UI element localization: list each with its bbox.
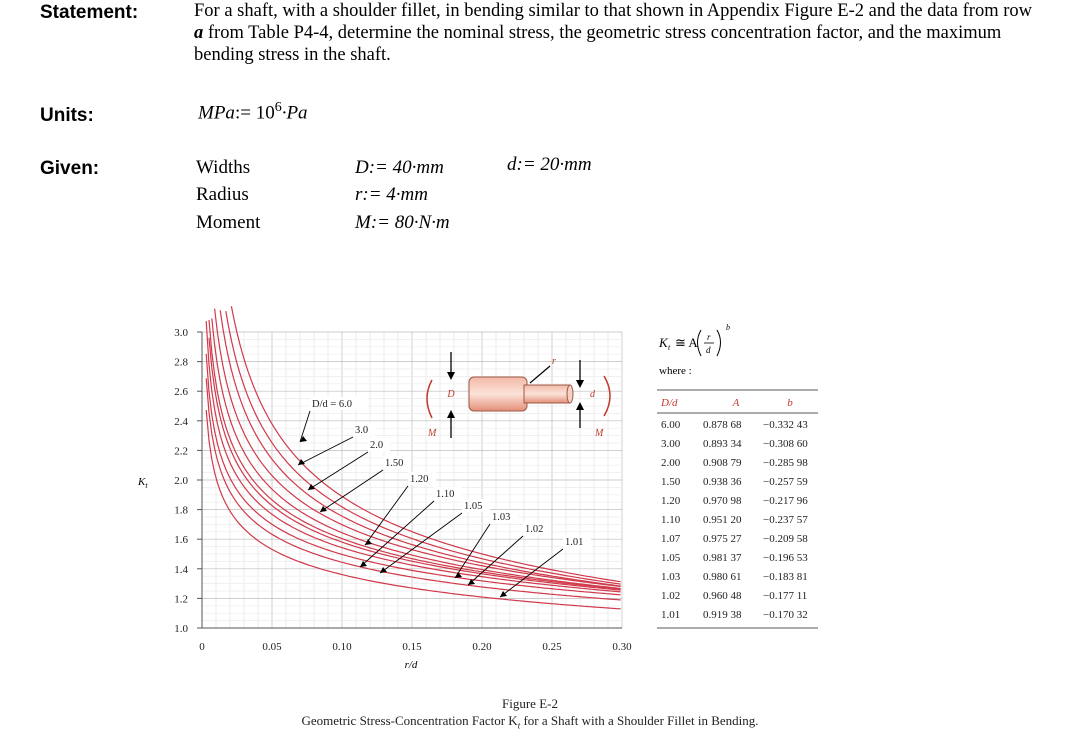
units-unit: ·Pa: [281, 102, 308, 124]
units-assign: :=: [234, 102, 251, 124]
series-label: 1.50: [385, 458, 404, 469]
table-cell: 6.00: [661, 419, 681, 431]
table-cell: −0.237 57: [763, 514, 808, 526]
diagram-label-d: d: [590, 389, 595, 400]
series-label: D/d = 6.0: [312, 399, 353, 410]
formula-d: d: [706, 345, 711, 355]
table-cell: −0.332 43: [763, 419, 808, 431]
moment-arc-left: [427, 380, 432, 418]
y-axis-label: [137, 476, 148, 490]
y-tick-label: 1.2: [174, 593, 188, 606]
shaft-end: [567, 385, 573, 403]
table-cell: −0.196 53: [763, 552, 808, 564]
x-tick-label: 0.10: [332, 641, 352, 653]
diagram-label-r: r: [552, 356, 556, 367]
caption-tail: for a Shaft with a Shoulder Fillet in Bending.: [520, 713, 759, 728]
y-tick-label: 2.0: [174, 475, 188, 487]
curve-series: [212, 318, 621, 588]
statement-before: For a shaft, with a shoulder fillet, in bending similar to that shown in Appendix Figure E-2 and the data from row: [194, 1, 1033, 21]
given-D: D:= 40·mm: [355, 157, 444, 178]
diagram-label-M-left: M: [428, 428, 437, 439]
table-cell: 1.05: [661, 552, 681, 564]
table-cell: 2.00: [661, 457, 681, 469]
given-d: d:= 20·mm: [507, 154, 592, 175]
series-label: 2.0: [370, 440, 384, 451]
caption-sub: t: [517, 720, 521, 731]
x-tick-label: 0.20: [472, 641, 492, 653]
shaft-small-section: [524, 385, 570, 403]
table-cell: 0.975 27: [703, 533, 742, 545]
radius-label: Radius: [196, 184, 249, 205]
table-cell: 0.951 20: [703, 514, 742, 526]
y-tick-label: 2.6: [174, 386, 188, 399]
table-cell: −0.209 58: [763, 533, 808, 545]
given-r: r:= 4·mm: [355, 184, 428, 205]
table-cell: 1.10: [661, 514, 681, 526]
y-axis-label-sub: t: [145, 481, 148, 490]
table-cell: −0.170 32: [763, 609, 808, 621]
table-cell: 0.960 48: [703, 590, 742, 602]
table-cell: 1.01: [661, 609, 681, 621]
given-M: M:= 80·N·m: [355, 212, 450, 233]
units-lhs: MPa: [198, 102, 235, 124]
y-tick-label: 3.0: [174, 327, 188, 339]
formula-exp: b: [726, 323, 730, 332]
x-axis-label: r/d: [404, 659, 418, 671]
y-axis-label-main: K: [138, 476, 146, 488]
x-tick-label: 0.30: [612, 641, 632, 653]
table-cell: 0.970 98: [703, 495, 742, 507]
formula-lhs: K: [659, 335, 668, 350]
table-cell: 1.07: [661, 533, 681, 545]
series-label: 1.01: [565, 537, 584, 548]
table-cell: −0.183 81: [763, 571, 808, 583]
table-cell: 0.980 61: [703, 571, 742, 583]
given-label: Given:: [40, 158, 100, 179]
callout-arrowhead: [500, 591, 507, 597]
kt-formula: [658, 323, 730, 377]
curve-series: [220, 310, 620, 586]
table-cell: 0.893 34: [703, 438, 742, 450]
callout-leader: [298, 437, 353, 465]
curve-series: [206, 378, 620, 600]
formula-r: r: [707, 332, 711, 342]
table-header: A: [732, 397, 740, 409]
table-cell: −0.308 60: [763, 438, 808, 450]
statement-row: a: [194, 23, 204, 43]
diagram-label-D: D: [447, 389, 455, 400]
table-header: b: [787, 397, 793, 409]
formula-sub: t: [668, 343, 671, 352]
moment-arc-right: [604, 376, 610, 416]
series-label: 1.02: [525, 524, 544, 535]
units-base: 10: [255, 102, 275, 124]
diagram-label-M-right: M: [595, 428, 604, 439]
table-cell: 0.919 38: [703, 609, 742, 621]
table-cell: 0.981 37: [703, 552, 742, 564]
formula-rhs: ≅ A: [675, 335, 698, 350]
callout-leader: [468, 536, 523, 585]
caption-main: Geometric Stress-Concentration Factor K: [301, 713, 518, 728]
formula-where: where :: [659, 365, 692, 377]
table-cell: 1.03: [661, 571, 681, 583]
series-label: 1.20: [410, 474, 429, 485]
x-tick-label: 0.05: [262, 641, 282, 653]
y-tick-label: 1.6: [174, 534, 188, 547]
y-tick-label: 2.8: [174, 356, 188, 369]
shaft-diagram: [427, 352, 610, 439]
y-tick-label: 2.2: [174, 445, 188, 458]
formula-paren-right: [717, 330, 721, 356]
curve-series: [226, 311, 621, 584]
statement-after: from Table P4-4, determine the nominal stress, the geometric stress concentration factor, and the maximum bending stress in the shaft.: [194, 23, 1002, 65]
x-tick-label: 0: [199, 641, 205, 653]
table-cell: −0.217 96: [763, 495, 808, 507]
coefficient-table: [657, 390, 818, 628]
y-tick-label: 1.4: [174, 563, 188, 576]
units-label: Units:: [40, 105, 94, 126]
table-cell: 3.00: [661, 438, 681, 450]
table-cell: −0.257 59: [763, 476, 808, 488]
table-cell: 1.50: [661, 476, 681, 488]
figure-caption-title: Figure E-2: [502, 696, 558, 711]
series-label: 1.03: [492, 512, 511, 523]
table-cell: 0.908 79: [703, 457, 742, 469]
widths-label: Widths: [196, 157, 251, 178]
table-cell: −0.285 98: [763, 457, 808, 469]
callout-arrowhead: [380, 567, 387, 573]
moment-label: Moment: [196, 212, 261, 233]
series-label: 3.0: [355, 425, 369, 436]
series-label: 1.10: [436, 489, 455, 500]
table-cell: 0.878 68: [703, 419, 742, 431]
table-cell: 1.02: [661, 590, 681, 602]
units-exponent: 6: [274, 100, 282, 115]
fillet-pointer: [530, 366, 550, 383]
y-tick-label: 2.4: [174, 415, 188, 428]
x-tick-label: 0.25: [542, 641, 562, 653]
table-header: D/d: [661, 397, 678, 409]
table-cell: −0.177 11: [763, 590, 808, 602]
statement-label: Statement:: [40, 2, 139, 23]
y-tick-label: 1.8: [174, 504, 188, 517]
callout-leader: [300, 411, 310, 442]
figure-caption-text: [180, 713, 880, 731]
table-cell: 1.20: [661, 495, 681, 507]
table-cell: 0.938 36: [703, 476, 742, 488]
shaft-large-section: [469, 377, 527, 411]
x-tick-label: 0.15: [402, 641, 422, 653]
series-label: 1.05: [464, 501, 483, 512]
formula-paren-left: [698, 330, 702, 356]
y-tick-label: 1.0: [174, 623, 188, 635]
